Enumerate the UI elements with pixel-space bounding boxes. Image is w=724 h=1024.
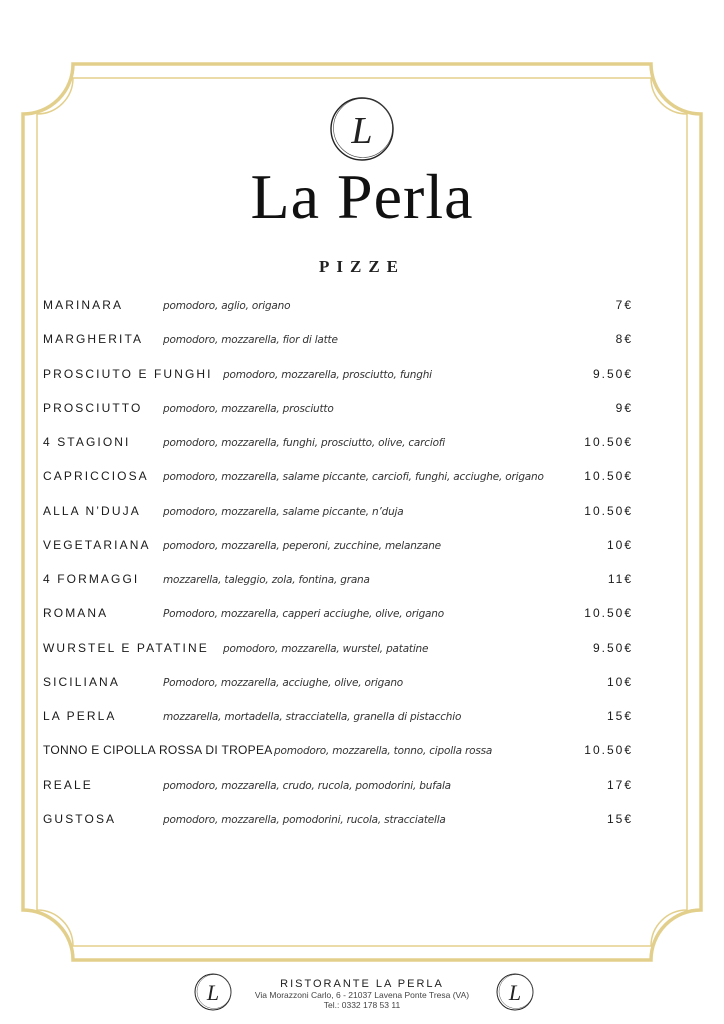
menu-item [43, 570, 635, 604]
menu-list [43, 296, 635, 844]
footer [230, 978, 494, 1010]
item-price: 10.50€ [584, 743, 633, 758]
item-name: 4 FORMAGGI [43, 572, 140, 586]
item-price: 9.50€ [592, 366, 633, 381]
menu-item [43, 502, 635, 536]
item-price: 10€ [606, 674, 633, 689]
item-description: pomodoro, mozzarella, peperoni, zucchine, melanzane [163, 539, 441, 552]
item-description: pomodoro, mozzarella, prosciutto [163, 402, 334, 415]
item-name: 4 STAGIONI [43, 435, 131, 449]
item-price: 10.50€ [584, 435, 633, 449]
item-name: SICILIANA [43, 674, 120, 689]
menu-item [43, 365, 635, 399]
menu-item [43, 604, 635, 638]
menu-item [43, 673, 635, 707]
item-description: Pomodoro, mozzarella, capperi acciughe, olive, origano [163, 608, 444, 621]
menu-item [43, 399, 635, 433]
item-name: GUSTOSA [43, 811, 117, 826]
item-name: WURSTEL E PATATINE [43, 640, 209, 655]
menu-item [43, 639, 635, 673]
item-price: 15€ [606, 811, 633, 826]
item-description: pomodoro, mozzarella, fior di latte [163, 334, 338, 347]
section-title: PIZZE [318, 257, 406, 276]
item-name: REALE [43, 777, 93, 792]
item-name: TONNO E CIPOLLA ROSSA DI TROPEA [43, 743, 273, 758]
item-name: LA PERLA [43, 709, 117, 723]
item-name: PROSCIUTO E FUNGHI [43, 366, 213, 381]
logo-letter: L [206, 980, 220, 1005]
footer-logo-right [494, 972, 536, 1012]
item-price: 10.50€ [584, 606, 633, 621]
footer-address: Via Morazzoni Carlo, 6 - 21037 Lavena Ponte Tresa (VA) [254, 990, 470, 1000]
item-price: 11€ [607, 572, 633, 586]
logo-letter: L [508, 980, 522, 1005]
footer-restaurant-name: RISTORANTE LA PERLA [280, 978, 444, 990]
menu-item [43, 741, 635, 775]
menu-item [43, 536, 635, 570]
item-description: pomodoro, mozzarella, prosciutto, funghi [223, 368, 432, 381]
menu-item [43, 296, 635, 330]
item-description: pomodoro, mozzarella, salame piccante, carciofi, funghi, acciughe, origano [163, 471, 544, 484]
item-name: ROMANA [43, 606, 109, 621]
menu-item [43, 330, 635, 364]
item-price: 17€ [606, 777, 633, 792]
item-description: pomodoro, mozzarella, wurstel, patatine [223, 642, 429, 655]
item-price: 10.50€ [584, 503, 633, 518]
footer-phone: Tel.: 0332 178 53 11 [323, 1000, 401, 1010]
menu-item [43, 810, 635, 844]
item-name: CAPRICCIOSA [43, 469, 149, 484]
item-description: pomodoro, aglio, origano [163, 300, 291, 312]
item-price: 10.50€ [584, 469, 633, 484]
item-name: ALLA N’DUJA [43, 503, 141, 518]
menu-item [43, 776, 635, 810]
logo-letter: L [351, 110, 373, 152]
item-description: pomodoro, mozzarella, crudo, rucola, pomodorini, bufala [163, 779, 451, 792]
item-price: 8€ [615, 332, 633, 347]
restaurant-title: La Perla [250, 161, 474, 232]
item-description: Pomodoro, mozzarella, acciughe, olive, origano [163, 676, 403, 689]
footer-logo-left [192, 972, 234, 1012]
item-description: pomodoro, mozzarella, pomodorini, rucola, stracciatella [163, 813, 446, 826]
item-description: pomodoro, mozzarella, tonno, cipolla rossa [274, 745, 493, 758]
menu-item [43, 707, 635, 741]
item-price: 10€ [606, 537, 633, 552]
item-description: pomodoro, mozzarella, funghi, prosciutto, olive, carciofi [163, 437, 446, 449]
item-name: PROSCIUTTO [43, 400, 143, 415]
item-description: mozzarella, mortadella, stracciatella, granella di pistacchio [163, 711, 462, 723]
item-name: MARGHERITA [43, 332, 144, 347]
menu-item [43, 433, 635, 467]
item-price: 9.50€ [592, 640, 633, 655]
item-description: mozzarella, taleggio, zola, fontina, grana [163, 574, 370, 586]
item-price: 9€ [615, 400, 633, 415]
item-description: pomodoro, mozzarella, salame piccante, n’duja [163, 505, 404, 518]
item-name: MARINARA [43, 298, 124, 312]
menu-item [43, 467, 635, 501]
item-price: 15€ [606, 709, 633, 723]
brand-logo [324, 95, 400, 163]
item-price: 7€ [615, 298, 633, 312]
item-name: VEGETARIANA [43, 537, 151, 552]
